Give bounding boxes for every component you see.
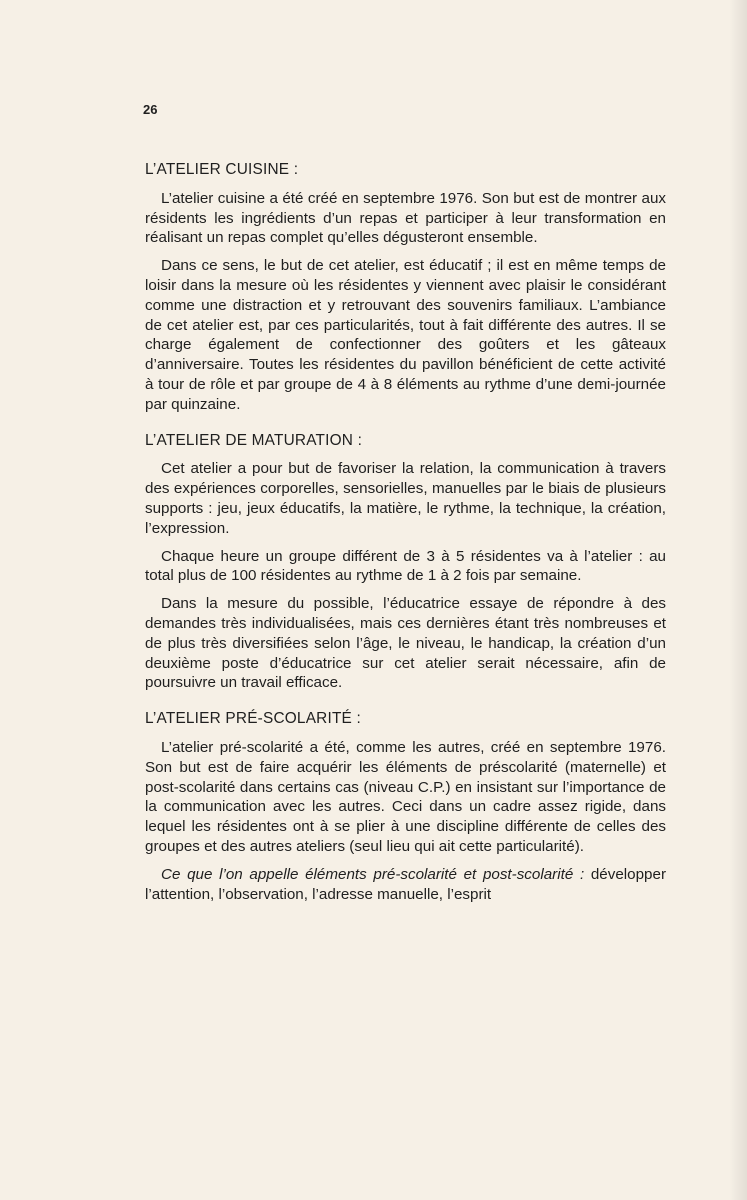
paragraph: Chaque heure un groupe différent de 3 à 5 résidentes va à l’atelier : au total plus de 100 résidentes au rythme de 1 à 2 fois par semaine. bbox=[145, 547, 666, 585]
paragraph-final bbox=[145, 865, 666, 905]
paragraph: Dans ce sens, le but de cet atelier, est éducatif ; il est en même temps de loisir dans la mesure où les résidentes y viennent avec plaisir le considérant comme une distraction et y retrouvant des souvenirs familiaux. L’ambiance de cet atelier est, par ces particularités, tout à fait différente des autres. Il se charge également de confectionner des goûters et les gâteaux d’anniversaire. Toutes les résidentes du pavillon bénéficient de cette activité à tour de rôle et par groupe de 4 à 8 éléments au rythme d’une demi-journée par quinzaine. bbox=[145, 257, 666, 413]
section-heading: L’ATELIER PRÉ-SCOLARITÉ : bbox=[145, 710, 361, 728]
section-heading: L’ATELIER CUISINE : bbox=[145, 161, 299, 178]
section-atelier-cuisine bbox=[145, 160, 666, 415]
section-atelier-maturation bbox=[145, 431, 666, 694]
paragraph: L’atelier cuisine a été créé en septembre 1976. Son but est de montrer aux résidents les ingrédients d’un repas et participer à leur transformation en réalisant un repas complet qu’elles dégusteront ensemble. bbox=[145, 189, 666, 247]
section-heading: L’ATELIER DE MATURATION : bbox=[145, 431, 363, 449]
paragraph: Dans la mesure du possible, l’éducatrice essaye de répondre à des demandes très individualisées, mais ces dernières étant très nombreuses et de plus très diversifiées selon l’âge, le niveau, le handicap, la création d’un deuxième poste d’éducatrice sur cet atelier serait nécessaire, afin de poursuivre un travail efficace. bbox=[145, 595, 666, 692]
paragraph: Cet atelier a pour but de favoriser la relation, la communication à travers des expériences corporelles, sensorielles, manuelles par le biais de plusieurs supports : jeu, jeux éducatifs, la matière, le rythme, la technique, la création, l’expression. bbox=[145, 460, 666, 537]
paragraph-continuation: développer l’attention, l’observation, l’adresse manuelle, l’esprit bbox=[145, 865, 666, 903]
paragraph: L’atelier pré-scolarité a été, comme les autres, créé en septembre 1976. Son but est de faire acquérir les éléments de préscolarité (maternelle) et post-scolarité dans certains cas (niveau C.P.) en insistant sur l’importance de la communication avec les autres. Ceci dans un cadre assez rigide, dans lequel les résidentes ont à se plier à une discipline différente de celles des groupes et des autres ateliers (seul lieu qui ait cette particularité). bbox=[145, 738, 666, 855]
section-atelier-pre-scolarite bbox=[145, 709, 666, 904]
page-number: 26 bbox=[143, 102, 158, 117]
italic-lead-text: Ce que l’on appelle éléments pré-scolarité et post-scolarité : bbox=[161, 865, 585, 883]
page-edge-shadow bbox=[729, 0, 747, 1200]
document-body bbox=[145, 160, 666, 920]
